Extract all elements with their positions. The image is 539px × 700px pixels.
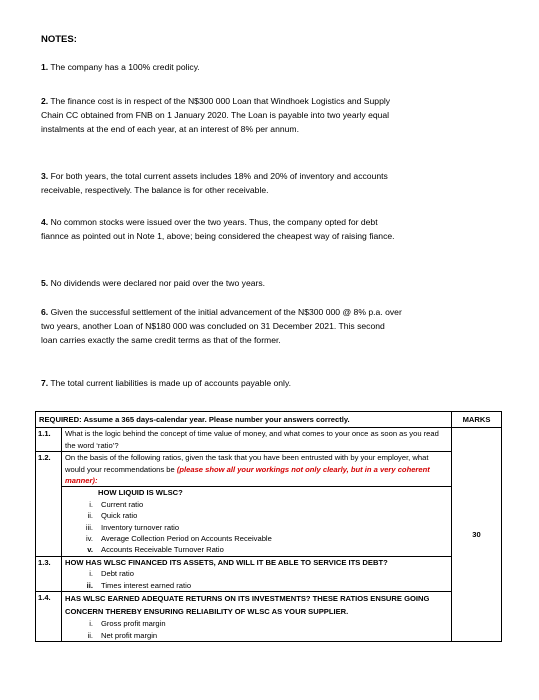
list-item: i. Debt ratio — [89, 569, 134, 579]
question-row-1-3 — [36, 556, 502, 591]
instruction-red-text: (please show all your workings not only clearly, but in a very coherent manner): — [65, 464, 430, 486]
list-item: iv. Average Collection Period on Accounts Receivable — [85, 534, 272, 544]
question-row-1-4 — [36, 592, 502, 642]
marks-value: 30 — [452, 428, 502, 642]
note-6: 6. Given the successful settlement of the initial advancement of the N$300 000 @ 8% p.a. over two years, another Loan of N$180 000 was concluded on 31 December 2021. This second loan carries exactly the same credit terms as that of the former. — [41, 307, 402, 346]
note-3: 3. For both years, the total current assets includes 18% and 20% of inventory and accounts receivable, respectively. The balance is for other receivable. — [41, 171, 388, 196]
note-5: 5. No dividends were declared nor paid over the two years. — [41, 278, 266, 288]
question-number: 1.2. — [36, 452, 62, 557]
question-number: 1.4. — [36, 592, 62, 642]
requirements-table — [35, 411, 502, 642]
question-text: HAS WLSC EARNED ADEQUATE RETURNS ON ITS INVESTMENTS? THESE RATIOS ENSURE GOING CONCERN THEREBY ENSURING RELIABILITY OF WLSC AS YOUR SUPPLIER. i. Gross profit margin ii. Net profit margin — [62, 592, 452, 642]
note-1: 1. The company has a 100% credit policy. — [41, 62, 200, 72]
question-row-1-2 — [36, 452, 502, 557]
list-item: ii. Net profit margin — [87, 630, 158, 640]
table-header-row — [36, 412, 502, 428]
question-row-1-1 — [36, 428, 502, 452]
question-text: What is the logic behind the concept of time value of money, and what comes to your once as soon as you read the word ‘ratio’? — [62, 428, 452, 452]
list-item: ii. Times interest earned ratio — [86, 580, 192, 590]
list-item: i. Gross profit margin — [89, 619, 166, 629]
list-item: v. Accounts Receivable Turnover Ratio — [87, 545, 224, 555]
notes-title: NOTES: — [41, 34, 77, 45]
question-number: 1.1. — [36, 428, 62, 452]
marks-header: MARKS — [452, 412, 502, 428]
list-item: ii. Quick ratio — [87, 511, 138, 521]
question-text: HOW HAS WLSC FINANCED ITS ASSETS, AND WILL IT BE ABLE TO SERVICE ITS DEBT? i. Debt ratio ii. Times interest earned ratio — [62, 556, 452, 591]
liquidity-subheading: HOW LIQUID IS WLSC? — [62, 486, 451, 498]
note-7: 7. The total current liabilities is made up of accounts payable only. — [41, 378, 292, 388]
note-4: 4. No common stocks were issued over the two years. Thus, the company opted for debt fiannce as pointed out in Note 1, above; being considered the cheapest way of raising fiance. — [41, 217, 395, 242]
question-number: 1.3. — [36, 556, 62, 591]
note-2: 2. The finance cost is in respect of the N$300 000 Loan that Windhoek Logistics and Supply Chain CC obtained from FNB on 1 January 2020. The Loan is payable into two yearly equal instalments at the end of each year, at an interest of 8% per annum. — [41, 96, 391, 135]
list-item: iii. Inventory turnover ratio — [85, 522, 180, 532]
question-text: On the basis of the following ratios, given the task that you have been entrusted with by your employer, what would your recommendations be (please show all your workings not only clearly, but in a very coherent manner): HOW LIQUID IS WLSC? i. Current ratio ii. Quick ratio iii. Inventory turnover ratio iv. Average Collection Period on Accounts Receivable v. Accounts Receivable Turnover Ratio — [62, 452, 452, 557]
required-header: REQUIRED: Assume a 365 days-calendar year. Please number your answers correctly. — [36, 412, 452, 428]
list-item: i. Current ratio — [89, 499, 144, 509]
